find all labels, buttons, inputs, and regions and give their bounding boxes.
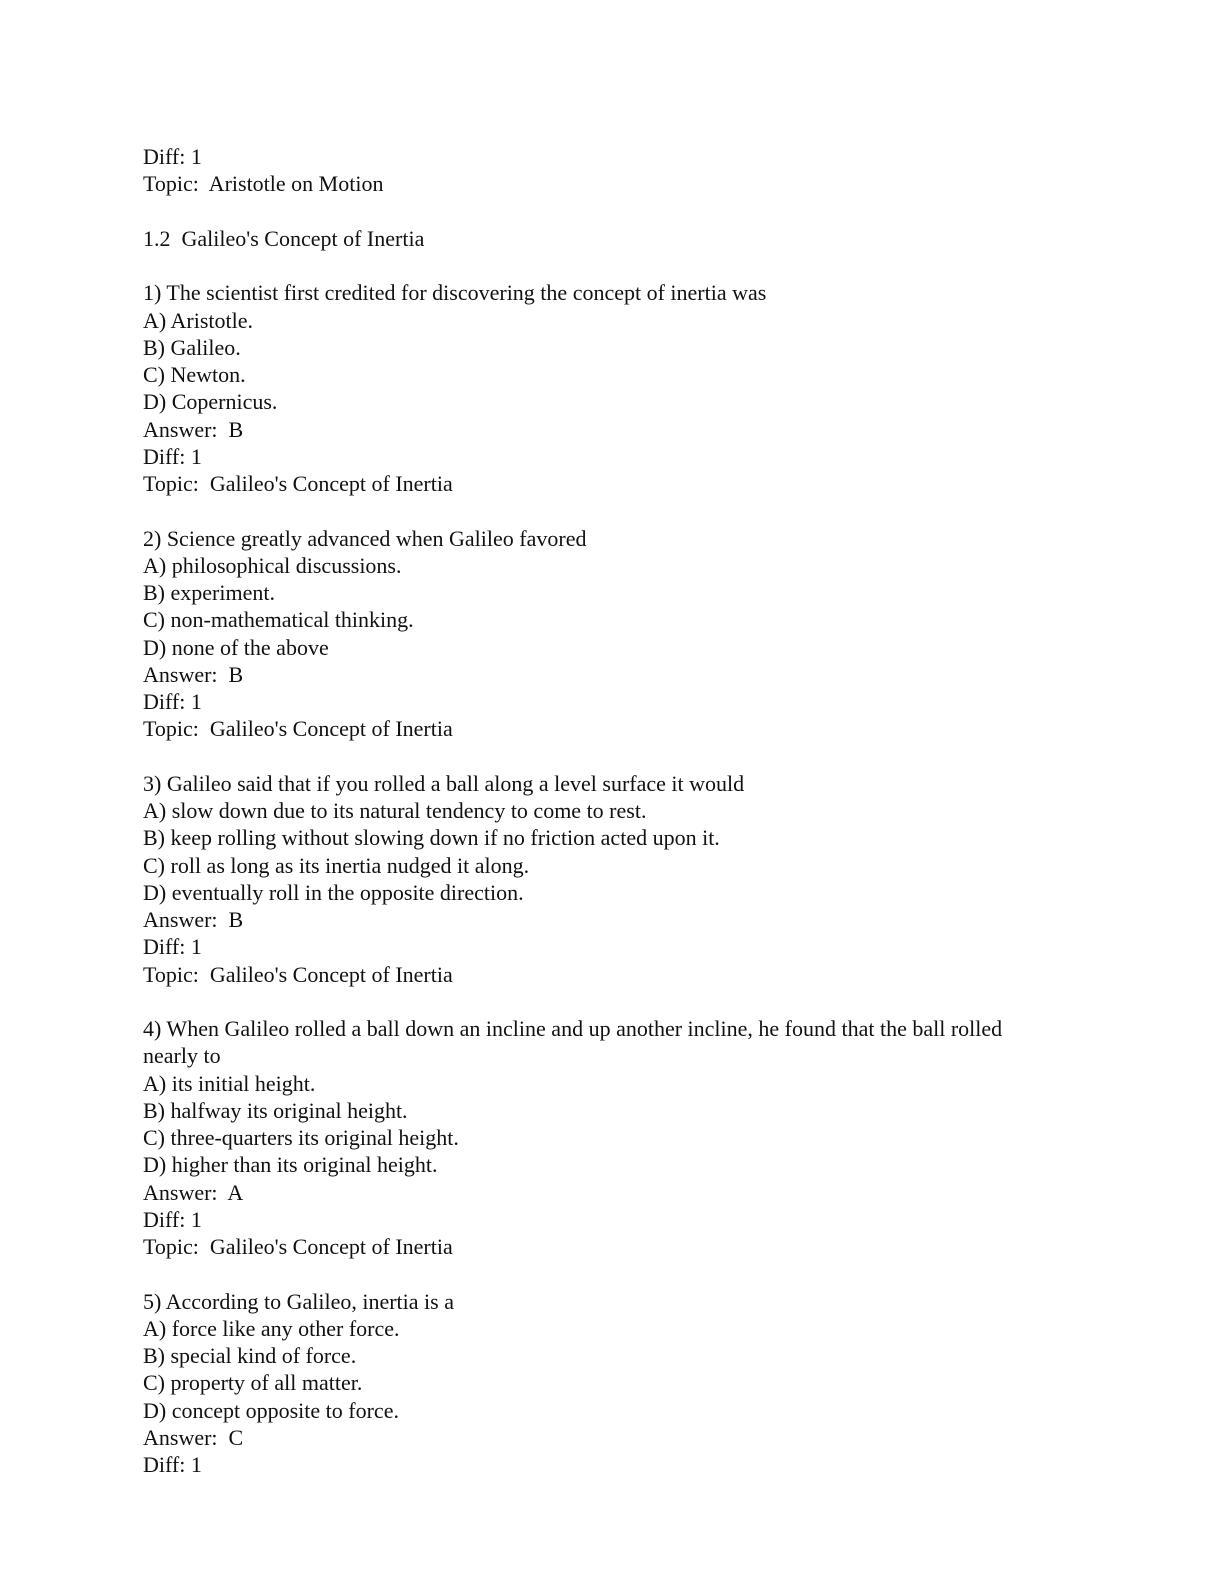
spacer <box>143 252 1028 279</box>
question-item <box>143 1288 1028 1479</box>
answer-option: A) philosophical discussions. <box>143 552 402 578</box>
answer-option: C) property of all matter. <box>143 1370 363 1396</box>
answer-key: Answer: A <box>143 1179 244 1205</box>
question-stem: 1) The scientist first credited for discovering the concept of inertia was <box>143 280 767 306</box>
topic: Topic: Galileo's Concept of Inertia <box>143 961 453 987</box>
topic: Topic: Galileo's Concept of Inertia <box>143 716 453 742</box>
answer-option: A) its initial height. <box>143 1070 316 1096</box>
answer-option: D) none of the above <box>143 634 329 660</box>
answer-option: D) concept opposite to force. <box>143 1397 399 1423</box>
difficulty: Diff: 1 <box>143 934 202 960</box>
section-title: 1.2 Galileo's Concept of Inertia <box>143 225 425 251</box>
spacer <box>143 1260 1028 1287</box>
answer-option: A) force like any other force. <box>143 1315 400 1341</box>
difficulty: Diff: 1 <box>143 1206 202 1232</box>
answer-option: A) slow down due to its natural tendency to come to rest. <box>143 798 647 823</box>
answer-option: D) eventually roll in the opposite direction. <box>143 879 524 905</box>
answer-option: B) special kind of force. <box>143 1343 357 1368</box>
answer-option: D) Copernicus. <box>143 389 278 415</box>
answer-option: B) keep rolling without slowing down if no friction acted upon it. <box>143 825 720 851</box>
spacer <box>143 988 1028 1015</box>
answer-option: D) higher than its original height. <box>143 1152 438 1178</box>
answer-option: B) Galileo. <box>143 334 241 360</box>
answer-key: Answer: B <box>143 661 244 687</box>
topic: Topic: Galileo's Concept of Inertia <box>143 1234 453 1259</box>
difficulty: Diff: 1 <box>143 443 202 469</box>
answer-option: C) roll as long as its inertia nudged it along. <box>143 852 530 878</box>
answer-option: C) three-quarters its original height. <box>143 1125 459 1150</box>
carryover-topic: Topic: Aristotle on Motion <box>143 171 384 197</box>
question-stem: 2) Science greatly advanced when Galileo favored <box>143 525 587 551</box>
difficulty: Diff: 1 <box>143 689 202 714</box>
answer-key: Answer: B <box>143 907 244 932</box>
answer-option: A) Aristotle. <box>143 307 253 333</box>
question-stem: 5) According to Galileo, inertia is a <box>143 1288 454 1314</box>
document-page <box>143 143 1028 1478</box>
question-item <box>143 1015 1028 1260</box>
question-item <box>143 279 1028 497</box>
answer-option: B) halfway its original height. <box>143 1097 408 1123</box>
question-item <box>143 525 1028 743</box>
topic: Topic: Galileo's Concept of Inertia <box>143 471 453 496</box>
answer-option: B) experiment. <box>143 580 275 605</box>
difficulty: Diff: 1 <box>143 1452 202 1477</box>
answer-option: C) Newton. <box>143 362 246 387</box>
answer-option: C) non-mathematical thinking. <box>143 607 414 633</box>
spacer <box>143 743 1028 770</box>
spacer <box>143 198 1028 225</box>
question-stem: 3) Galileo said that if you rolled a ball along a level surface it would <box>143 770 745 796</box>
spacer <box>143 497 1028 524</box>
answer-key: Answer: B <box>143 416 244 442</box>
carryover-diff: Diff: 1 <box>143 144 202 169</box>
question-list <box>143 252 1028 1478</box>
question-item <box>143 770 1028 988</box>
answer-key: Answer: C <box>143 1424 244 1450</box>
question-stem: 4) When Galileo rolled a ball down an incline and up another incline, he found that the ball rolled nearly to <box>143 1016 1008 1069</box>
